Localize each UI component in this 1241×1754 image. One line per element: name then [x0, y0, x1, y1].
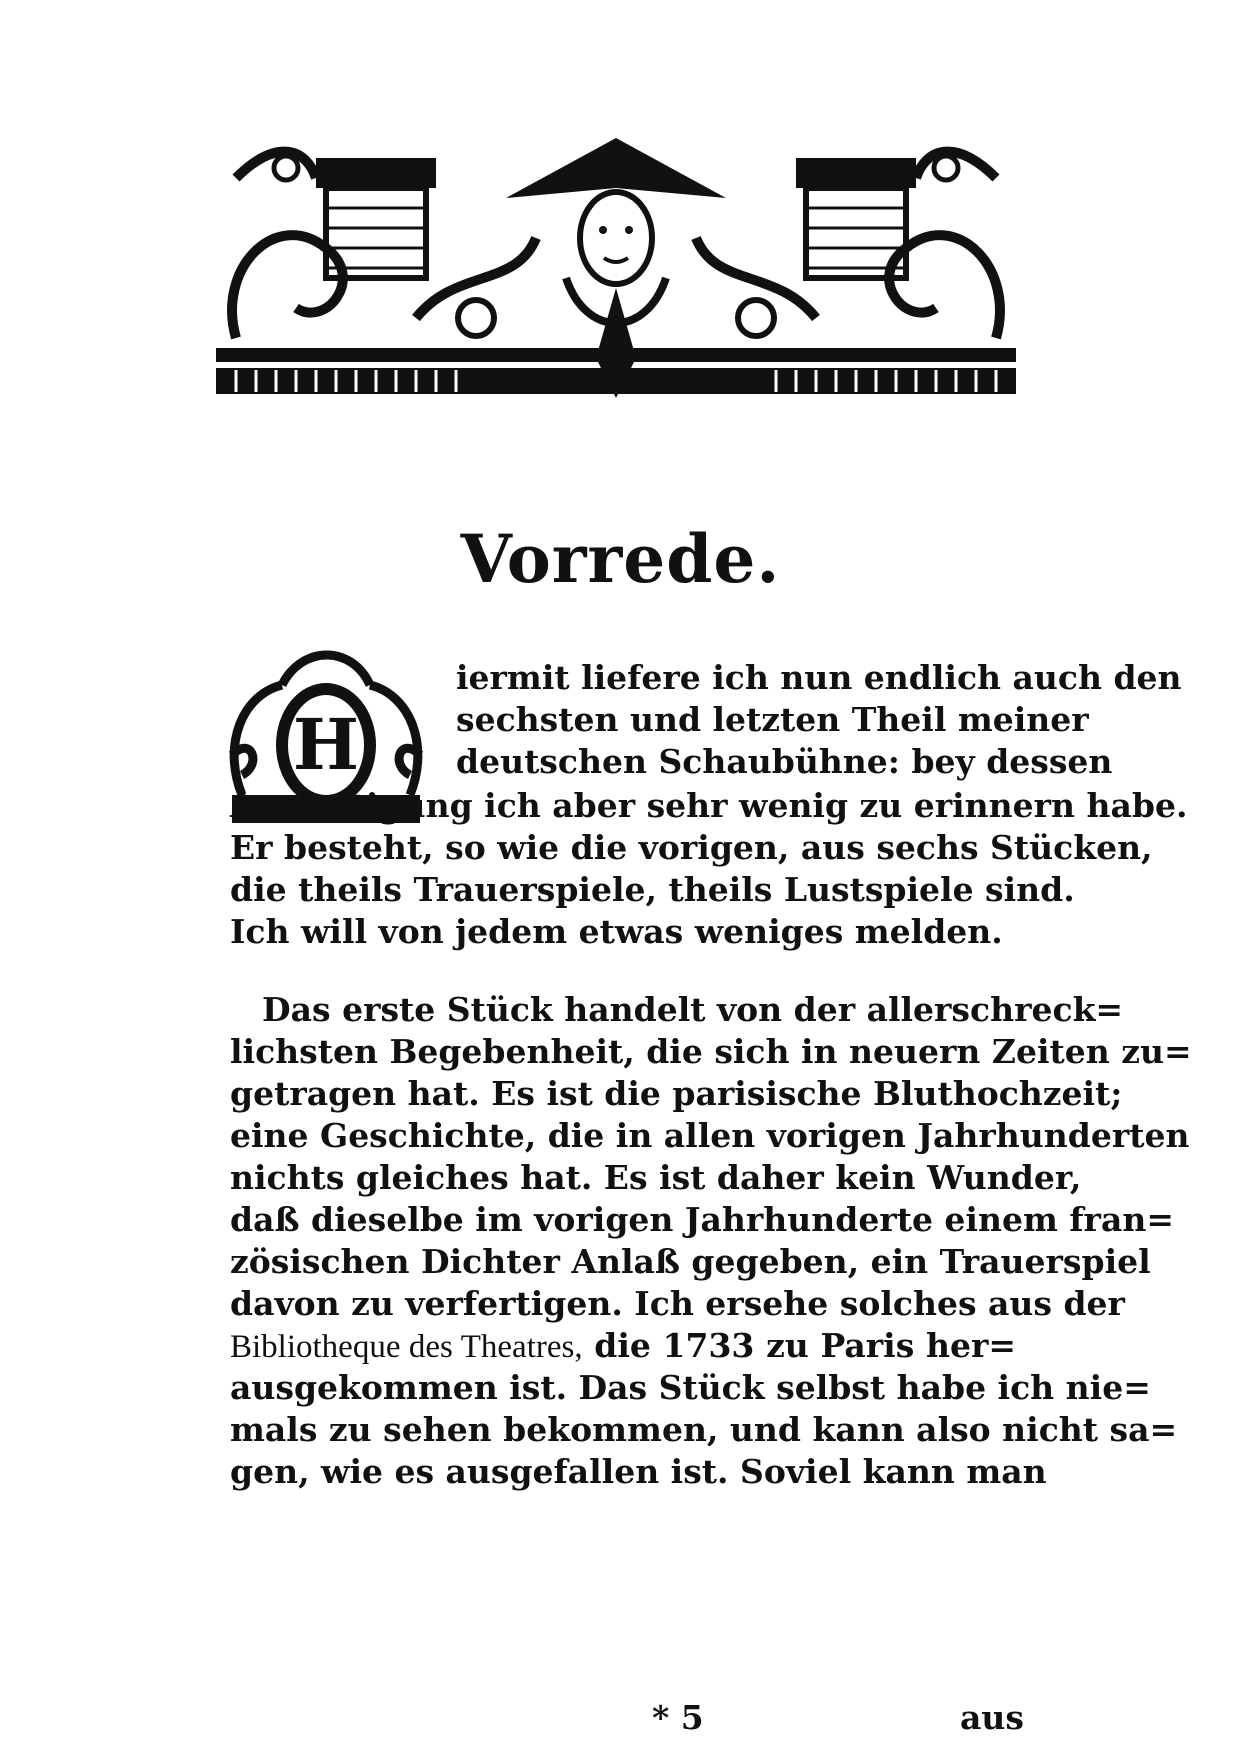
paragraph1-line: sechsten und letzten Theil meiner [456, 700, 1089, 739]
paragraph2-line: zösischen Dichter Anlaß gegeben, ein Trauerspiel [230, 1242, 1151, 1281]
paragraph2-line: gen, wie es ausgefallen ist. Soviel kann man [230, 1452, 1047, 1491]
paragraph2-line: eine Geschichte, die in allen vorigen Jahrhunderten [230, 1116, 1190, 1155]
paragraph2-roman-line [230, 1326, 1016, 1366]
dropcap-letter: H [292, 703, 360, 786]
paragraph1-line: iermit liefere ich nun endlich auch den [456, 658, 1182, 697]
paragraph2-line: daß dieselbe im vorigen Jahrhunderte einem fran= [230, 1200, 1174, 1239]
paragraph2-line: lichsten Begebenheit, die sich in neuern Zeiten zu= [230, 1032, 1192, 1071]
roman-line-rest: die 1733 zu Paris her= [582, 1326, 1016, 1365]
paragraph2-line: davon zu verfertigen. Ich ersehe solches aus der [230, 1284, 1125, 1323]
paragraph2-line: nichts gleiches hat. Es ist daher kein Wunder, [230, 1158, 1082, 1197]
paragraph2-line: Das erste Stück handelt von der allerschreck= [262, 990, 1124, 1029]
page-title: Vorrede. [460, 520, 781, 598]
paragraph1-line: Ausfertigung ich aber sehr wenig zu erinnern habe. [230, 786, 1188, 825]
roman-title: Bibliotheque des Theatres, [230, 1329, 583, 1365]
signature-mark: * 5 [652, 1698, 704, 1737]
paragraph1-line: die theils Trauerspiele, theils Lustspiele sind. [230, 870, 1075, 909]
headpiece-ornament [216, 118, 1016, 408]
paragraph2-line: ausgekommen ist. Das Stück selbst habe ich nie= [230, 1368, 1151, 1407]
paragraph2-line: mals zu sehen bekommen, und kann also nicht sa= [230, 1410, 1178, 1449]
paragraph1-line: Er besteht, so wie die vorigen, aus sechs Stücken, [230, 828, 1153, 867]
paragraph1-line: Ich will von jedem etwas weniges melden. [230, 912, 1003, 951]
paragraph1-line: deutschen Schaubühne: bey dessen [456, 742, 1113, 781]
catchword: aus [960, 1698, 1024, 1737]
paragraph2-line: getragen hat. Es ist die parisische Bluthochzeit; [230, 1074, 1123, 1113]
